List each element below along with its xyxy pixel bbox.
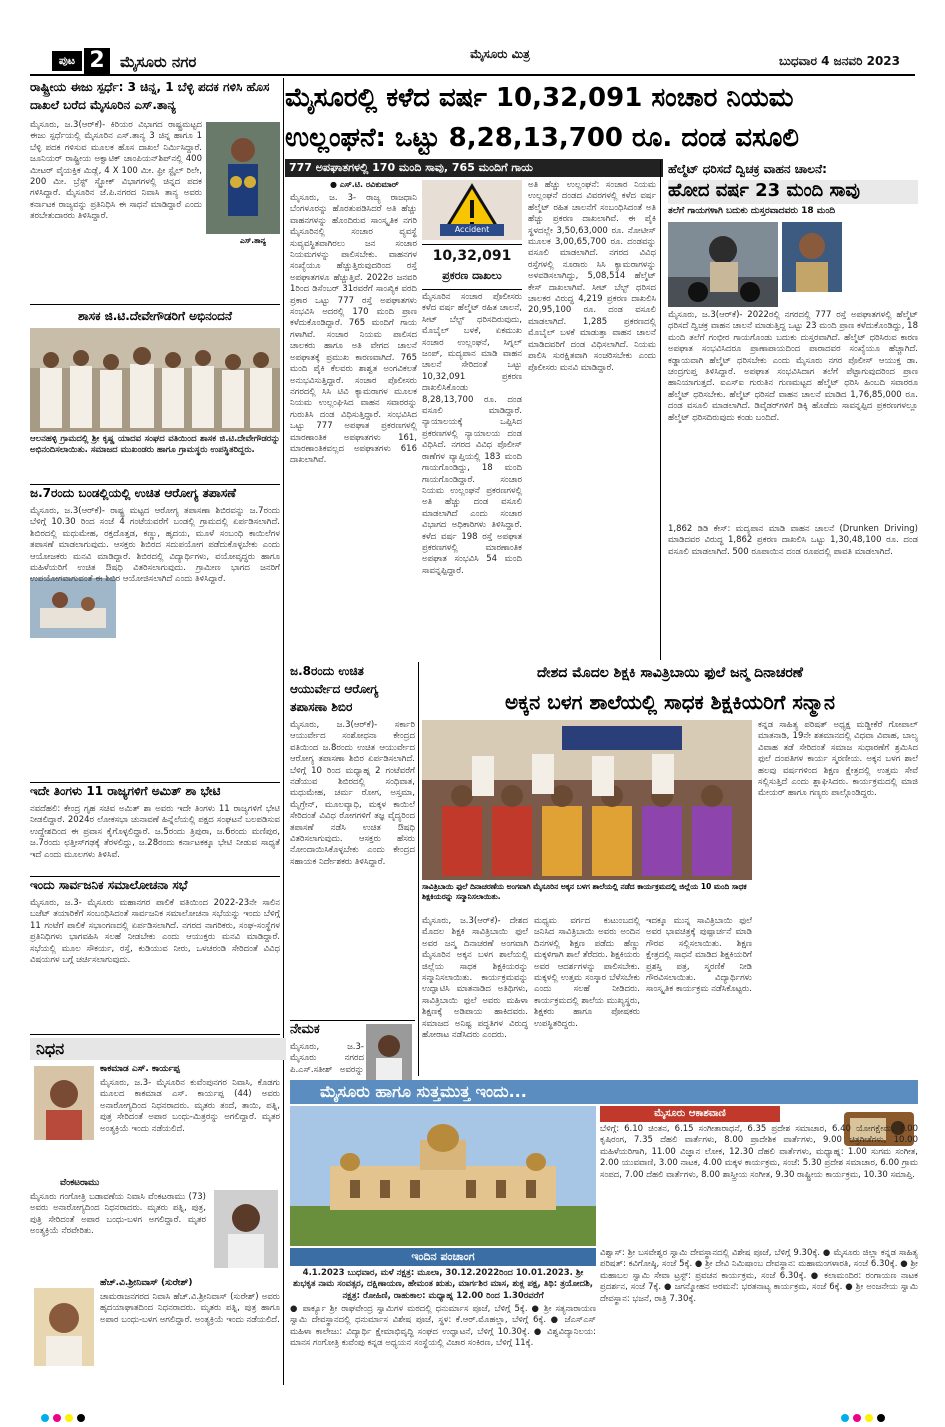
obituary-title: ನಿಧನ [30, 1038, 286, 1060]
lead-headline-line1: ಮೈಸೂರಲ್ಲಿ ಕಳೆದ ವರ್ಷ 10,32,091 ಸಂಚಾರ ನಿಯಮ [285, 83, 794, 113]
registration-marks-right [840, 1408, 900, 1418]
obituary-photo-1 [34, 1066, 94, 1140]
ayurveda-headline: ಜ.8ರಂದು ಉಚಿತ ಆಯುರ್ವೇದ ಆರೋಗ್ಯ ತಪಾಸಣಾ ಶಿಬಿರ [290, 664, 379, 714]
radio-title-bar [600, 1106, 780, 1122]
panchanga-text: 4.1.2023 ಬುಧವಾರ, ಮಳೆ ನಕ್ಷತ್ರ: ಮೂಲಾ, 30.12.2022ರಿಂದ 10.01.2023. ಶ್ರೀ ಶುಭಕೃತ ನಾಮ ಸಂವತ್ಸರ, ದಕ್ಷಿಣಾಯಣ, ಹೇಮಂತ ಋತು, ಮಾರ್ಗಶಿರ ಮಾಸ, ಶುಕ್ಲ ಪಕ್ಷ, ತಿಥಿ: ತ್ರಯೋದಶಿ, ನಕ್ಷತ್ರ: ರೋಹಿಣಿ, ರಾಹುಕಾಲ: ಮಧ್ಯಾಹ್ನ 12.00 ರಿಂದ 1.30ರವರೆಗೆ [292, 1268, 594, 1301]
events-list-right: ವಿಶ್ವಾಸ್: ಶ್ರೀ ಬಸವೇಶ್ವರ ಸ್ವಾಮಿ ದೇವಸ್ಥಾನದಲ್ಲಿ ವಿಶೇಷ ಪೂಜೆ, ಬೆಳಿಗ್ಗೆ 9.30ಕ್ಕೆ. ● ಮೈಸೂರು ಜಿಲ್ಲಾ ಕನ್ನಡ ಸಾಹಿತ್ಯ ಪರಿಷತ್: ಕವಿಗೋಷ್ಠಿ, ಸಂಜೆ 5ಕ್ಕೆ. ● ಶ್ರೀ ದೇವಿ ನಿಮಿಷಾಂಬ ದೇವಸ್ಥಾನ: ಮಹಾಮಂಗಳಾರತಿ, ಸಂಜೆ 6.30ಕ್ಕೆ. ● ಶ್ರೀ ಮಹಾಬಲ ಸ್ವಾಮಿ ಸೇವಾ ಟ್ರಸ್ಟ್: ಪ್ರವಚನ ಕಾರ್ಯಕ್ರಮ, ಸಂಜೆ 6.30ಕ್ಕೆ. ● ಕಲಾಮಂದಿರ: ರಂಗಾಯಣ ನಾಟಕ ಪ್ರದರ್ಶನ, ಸಂಜೆ 7ಕ್ಕೆ. ● ಜಗನ್ಮೋಹನ ಅರಮನೆ: ಭರತನಾಟ್ಯ ಕಾರ್ಯಕ್ರಮ, ಸಂಜೆ 6ಕ್ಕೆ. ● ಶ್ರೀ ಅಂಜನೇಯ ಸ್ವಾಮಿ ದೇವಸ್ಥಾನ: ಭಜನೆ, ರಾತ್ರಿ 7.30ಕ್ಕೆ. [600, 1248, 918, 1304]
story-rule [30, 782, 280, 783]
lead-byline: ● ಎಸ್.ಟಿ. ರವಿಕುಮಾರ್ [330, 180, 399, 189]
story-rule [30, 1034, 280, 1035]
helmet-headline2: ಹೋದ ವರ್ಷ 23 ಮಂದಿ ಸಾವು [668, 180, 918, 204]
obituary-name-2: ವೆಂಕಟರಾಮು [60, 1178, 100, 1188]
feature-body-col3: ಇದಕ್ಕೂ ಮುನ್ನ ಸಾವಿತ್ರಿಬಾಯಿ ಫುಲೆ ಅವರ ಭಾವಚಿತ್ರಕ್ಕೆ ಪುಷ್ಪಾರ್ಚನೆ ಮಾಡಿ ಗೌರವ ಸಲ್ಲಿಸಲಾಯಿತು. ಶಿಕ್ಷಣ ಕ್ಷೇತ್ರದಲ್ಲಿ ಸಾಧನೆ ಮಾಡಿದ ಶಿಕ್ಷಕಿಯರಿಗೆ ಪ್ರಶಸ್ತಿ ಪತ್ರ, ಸ್ಮರಣಿಕೆ ನೀಡಿ ಗೌರವಿಸಲಾಯಿತು. ವಿದ್ಯಾರ್ಥಿಗಳು ಸಾಂಸ್ಕೃತಿಕ ಕಾರ್ಯಕ್ರಮ ನಡೆಸಿಕೊಟ್ಟರು. [646, 916, 752, 995]
page-label: ಪುಟ [58, 54, 76, 67]
case-box [422, 244, 522, 290]
case-count: 10,32,091 [432, 248, 512, 264]
helmet-stat-box: 1,862 ಡಿಡಿ ಕೇಸ್: ಮದ್ಯಪಾನ ಮಾಡಿ ವಾಹನ ಚಾಲನೆ (Drunken Driving) ಮಾಡಿದವರ ವಿರುದ್ಧ 1,862 ಪ್ರಕರಣ ದಾಖಲಿಸಿ ಒಟ್ಟು 1,30,48,100 ರೂ. ದಂಡ ವಸೂಲಿ ಮಾಡಲಾಗಿದೆ. 500 ರೂಪಾಯಿನ ದಂಡ ರೂಪದಲ್ಲಿ ಪಾವತಿ ಮಾಡಲಾಗಿದೆ. [668, 524, 918, 557]
helmet-subhead: ತಲೆಗೆ ಗಾಯಗಳಾಗಿ ಬದುಕು ದುಸ್ತರವಾದವರು 18 ಮಂದಿ [668, 206, 836, 216]
felicitation-group-photo [422, 720, 752, 880]
column-rule [660, 160, 661, 660]
panchanga-title: ಇಂದಿನ ಪಂಚಾಂಗ [411, 1250, 475, 1263]
feature-body-col2: ಮಧ್ಯಮ ವರ್ಗದ ಕುಟುಂಬದಲ್ಲಿ ಜನಿಸಿದ ಸಾವಿತ್ರಿಬಾಯಿ ಅವರು ಅಂದಿನ ದಿನಗಳಲ್ಲಿ ಶಿಕ್ಷಣ ಪಡೆದು ಹೆಣ್ಣು ಮಕ್ಕಳಿಗಾಗಿ ಶಾಲೆ ತೆರೆದರು. ಶಿಕ್ಷಕಿಯರು ಅವರ ಆದರ್ಶಗಳನ್ನು ಪಾಲಿಸಬೇಕು. ಮಕ್ಕಳಲ್ಲಿ ಉತ್ತಮ ಸಂಸ್ಕಾರ ಬೆಳೆಸಬೇಕು ಎಂದು ಸಲಹೆ ನೀಡಿದರು. ಕಾರ್ಯಕ್ರಮದಲ್ಲಿ ಶಾಲೆಯ ಮುಖ್ಯಸ್ಥರು, ಶಿಕ್ಷಕರು ಹಾಗೂ ಪೋಷಕರು ಉಪಸ್ಥಿತರಿದ್ದರು. [534, 916, 640, 1029]
gtd-headline: ಶಾಸಕ ಜಿ.ಟಿ.ದೇವೇಗೌಡರಿಗೆ ಅಭಿನಂದನೆ [77, 309, 233, 323]
obituary-body-2: ಮೈಸೂರು ಗಂಗೋತ್ರಿ ಬಡಾವಣೆಯ ನಿವಾಸಿ ವೆಂಕಟರಾಮು (73) ಅವರು ಅನಾರೋಗ್ಯದಿಂದ ನಿಧನರಾದರು. ಮೃತರು ಪತ್ನಿ, ಪುತ್ರ, ಪುತ್ರಿ ಸೇರಿದಂತೆ ಅಪಾರ ಬಂಧು-ಬಳಗ ಅಗಲಿದ್ದಾರೆ. ಮೃತರ ಅಂತ್ಯಕ್ರಿಯೆ ನೆರವೇರಿತು. [30, 1192, 206, 1237]
gtd-caption: ಆಲನಹಳ್ಳಿ ಗ್ರಾಮದಲ್ಲಿ ಶ್ರೀ ಕೃಷ್ಣ ಯಾದವ ಸಂಘದ ವತಿಯಿಂದ ಶಾಸಕ ಜಿ.ಟಿ.ದೇವೇಗೌಡರನ್ನು ಅಭಿನಂದಿಸಲಾಯಿತು. ಸಮಾಜದ ಮುಖಂಡರು ಹಾಗೂ ಗ್ರಾಮಸ್ಥರು ಉಪಸ್ಥಿತರಿದ್ದರು. [30, 434, 280, 456]
feature-body-col4: ಕನ್ನಡ ಸಾಹಿತ್ಯ ಪರಿಷತ್ ಅಧ್ಯಕ್ಷ ಮಡ್ಡೀಕೆರೆ ಗೋಪಾಲ್ ಮಾತನಾಡಿ, 19ನೇ ಶತಮಾನದಲ್ಲಿ ವಿಧವಾ ವಿವಾಹ, ಬಾಲ್ಯ ವಿವಾಹ ತಡೆ ಸೇರಿದಂತೆ ಸಮಾಜ ಸುಧಾರಣೆಗೆ ಶ್ರಮಿಸಿದ ಫುಲೆ ದಂಪತಿಗಳ ಕಾರ್ಯ ಸ್ಮರಣೀಯ. ಅಕ್ಕನ ಬಳಗ ಶಾಲೆ ಹಲವು ವರ್ಷಗಳಿಂದ ಶಿಕ್ಷಣ ಕ್ಷೇತ್ರದಲ್ಲಿ ಉತ್ತಮ ಸೇವೆ ಸಲ್ಲಿಸುತ್ತಿದೆ ಎಂದು ಶ್ಲಾಘಿಸಿದರು. ಕಾರ್ಯಕ್ರಮದಲ್ಲಿ ಮಾಜಿ ಮೇಯರ್ ಹಾಗೂ ಗಣ್ಯರು ಪಾಲ್ಗೊಂಡಿದ್ದರು. [758, 720, 918, 799]
story-rule [290, 1020, 415, 1021]
feature-kicker: ದೇಶದ ಮೊದಲ ಶಿಕ್ಷಕಿ ಸಾವಿತ್ರಿಬಾಯಿ ಫುಲೆ ಜನ್ಮ ದಿನಾಚರಣೆ [536, 665, 803, 681]
helmet-photo [668, 222, 778, 307]
amit-shah-body: ನವದೆಹಲಿ: ಕೇಂದ್ರ ಗೃಹ ಸಚಿವ ಅಮಿತ್ ಶಾ ಅವರು ಇದೇ ತಿಂಗಳು 11 ರಾಜ್ಯಗಳಿಗೆ ಭೇಟಿ ನೀಡಲಿದ್ದಾರೆ. 2024ರ ಲೋಕಸಭಾ ಚುನಾವಣೆ ಹಿನ್ನೆಲೆಯಲ್ಲಿ ಪಕ್ಷದ ಸಂಘಟನೆ ಬಲಪಡಿಸುವ ಉದ್ದೇಶದಿಂದ ಈ ಪ್ರವಾಸ ಕೈಗೊಳ್ಳಲಿದ್ದಾರೆ. ಜ.5ರಂದು ತ್ರಿಪುರಾ, ಜ.6ರಂದು ಮಣಿಪುರ, ಜ.7ರಂದು ಛತ್ತೀಸ್‌ಗಢಕ್ಕೆ ತೆರಳಲಿದ್ದು, ಜ.28ರಂದು ಕರ್ನಾಟಕಕ್ಕೂ ಭೇಟಿ ನೀಡುವ ಸಾಧ್ಯತೆ ಇದೆ ಎಂದು ಮೂಲಗಳು ತಿಳಿಸಿವೆ. [30, 804, 280, 860]
column-rule [418, 662, 419, 1076]
swimmer-photo [206, 122, 280, 234]
health-camp-headline: ಜ.7ರಂದು ಬಂಡಲ್ಲಿಯಲ್ಲಿ ಉಚಿತ ಆರೋಗ್ಯ ತಪಾಸಣೆ [30, 486, 236, 500]
health-camp-body: ಮೈಸೂರು, ಜ.3(ಆರ್‌ಕೆ)- ರಾಷ್ಟ್ರ ಮಟ್ಟದ ಆರೋಗ್ಯ ತಪಾಸಣಾ ಶಿಬಿರವನ್ನು ಜ.7ರಂದು ಬೆಳಿಗ್ಗೆ 10.30 ರಿಂದ ಸಂಜೆ 4 ಗಂಟೆಯವರೆಗೆ ಬಂಡಲ್ಲಿ ಗ್ರಾಮದಲ್ಲಿ ಏರ್ಪಡಿಸಲಾಗಿದೆ. ಶಿಬಿರದಲ್ಲಿ ಮಧುಮೇಹ, ರಕ್ತದೊತ್ತಡ, ಕಣ್ಣು, ಹೃದಯ, ಮೂಳೆ ಸಂಬಂಧಿ ಕಾಯಿಲೆಗಳ ತಪಾಸಣೆ ಮಾಡಲಾಗುವುದು. ಆಸಕ್ತರು ಶಿಬಿರದ ಸದುಪಯೋಗ ಪಡೆದುಕೊಳ್ಳಬೇಕು ಎಂದು ಆಯೋಜಕರು ಮನವಿ ಮಾಡಿದ್ದಾರೆ. ಶಿಬಿರದಲ್ಲಿ ವಿದ್ಯಾರ್ಥಿಗಳು, ವಯೋವೃದ್ಧರು ಹಾಗೂ ಮಹಿಳೆಯರಿಗೆ ಉಚಿತ ಔಷಧಿ ವಿತರಿಸಲಾಗುವುದು. ಗ್ರಾಮೀಣ ಭಾಗದ ಜನರಿಗೆ ಉಪಯೋಗವಾಗುವಂತೆ ಈ ಶಿಬಿರ ಆಯೋಜಿಸಲಾಗಿದೆ ಎಂದು ತಿಳಿಸಿದ್ದಾರೆ. [30, 506, 280, 585]
events-list-left: ● ಪಾರ್ಕ್ಯೂ ಶ್ರೀ ರಾಘವೇಂದ್ರ ಸ್ವಾಮಿಗಳ ಮಠದಲ್ಲಿ ಧನುರ್ಮಾಸ ಪೂಜೆ, ಬೆಳಿಗ್ಗೆ 5ಕ್ಕೆ. ● ಶ್ರೀ ಸತ್ಯನಾರಾಯಣ ಸ್ವಾಮಿ ದೇವಸ್ಥಾನದಲ್ಲಿ ಧನುರ್ಮಾಸ ವಿಶೇಷ ಪೂಜೆ, ಸ್ಥಳ: ಕೆ.ಆರ್.ಮೊಹಲ್ಲಾ, ಬೆಳಿಗ್ಗೆ 6ಕ್ಕೆ. ● ಜೆಎಸ್‌ಎಸ್ ಮಹಿಳಾ ಕಾಲೇಜು: ವಿದ್ಯಾರ್ಥಿ ಕ್ಷೇಮಾಭಿವೃದ್ಧಿ ಸಂಘದ ಉದ್ಘಾಟನೆ, ಬೆಳಿಗ್ಗೆ 10.30ಕ್ಕೆ. ● ವಿಶ್ವವಿದ್ಯಾನಿಲಯ: ಮಾನಸ ಗಂಗೋತ್ರಿ ಕುವೆಂಪು ಕನ್ನಡ ಅಧ್ಯಯನ ಸಂಸ್ಥೆಯಲ್ಲಿ ವಿಚಾರ ಸಂಕಿರಣ, ಬೆಳಿಗ್ಗೆ 11ಕ್ಕೆ. [290, 1304, 596, 1349]
page-number: 2 [84, 48, 110, 74]
lead-body-col2: ಮೈಸೂರಿನ ಸಂಚಾರ ಪೊಲೀಸರು ಕಳೆದ ವರ್ಷ ಹೆಲ್ಮೆಟ್ ರಹಿತ ಚಾಲನೆ, ಸೀಟ್ ಬೆಲ್ಟ್ ಧರಿಸದಿರುವುದು, ಮೊಬೈಲ್ ಬಳಕೆ, ಏಕಮುಖ ಸಂಚಾರ ಉಲ್ಲಂಘನೆ, ಸಿಗ್ನಲ್ ಜಂಪ್, ಮದ್ಯಪಾನ ಮಾಡಿ ವಾಹನ ಚಾಲನೆ ಸೇರಿದಂತೆ ಒಟ್ಟು 10,32,091 ಪ್ರಕರಣ ದಾಖಲಿಸಿಕೊಂಡು 8,28,13,700 ರೂ. ದಂಡ ವಸೂಲಿ ಮಾಡಿದ್ದಾರೆ. ನ್ಯಾಯಾಲಯಕ್ಕೆ ಒಪ್ಪಿಸಿದ ಪ್ರಕರಣಗಳಲ್ಲಿ ನ್ಯಾಯಾಲಯ ದಂಡ ವಿಧಿಸಿದೆ. ನಗರದ ವಿವಿಧ ಪೊಲೀಸ್ ಠಾಣೆಗಳ ವ್ಯಾಪ್ತಿಯಲ್ಲಿ 183 ಮಂದಿ ಗಾಯಗೊಂಡಿದ್ದು, 18 ಮಂದಿ ಗಾಯಗೊಂಡಿದ್ದಾರೆ. ಸಂಚಾರ ನಿಯಮ ಉಲ್ಲಂಘನೆ ಪ್ರಕರಣಗಳಲ್ಲಿ ಅತಿ ಹೆಚ್ಚು ದಂಡ ವಸೂಲಿ ಮಾಡಲಾಗಿದೆ ಎಂದು ಸಂಚಾರ ವಿಭಾಗದ ಅಧಿಕಾರಿಗಳು ತಿಳಿಸಿದ್ದಾರೆ. ಕಳೆದ ವರ್ಷ 198 ರಸ್ತೆ ಅಪಘಾತ ಪ್ರಕರಣಗಳಲ್ಲಿ ಮಾರಣಾಂತಿಕ ಅಪಘಾತ ಸಂಭವಿಸಿ 54 ಮಂದಿ ಸಾವನ್ನಪ್ಪಿದ್ದಾರೆ. [422, 292, 522, 576]
column-rule [283, 78, 284, 660]
swimming-headline: ರಾಷ್ಟ್ರೀಯ ಈಜು ಸ್ಪರ್ಧೆ: 3 ಚಿನ್ನ, 1 ಬೆಳ್ಳಿ ಪದಕ ಗಳಿಸಿ ಹೊಸ ದಾಖಲೆ ಬರೆದ ಮೈಸೂರಿನ ಎಸ್.ತಾನ್ಯ [30, 80, 270, 112]
masthead-rule [30, 74, 915, 76]
lead-body-col3: ಅತಿ ಹೆಚ್ಚು ಉಲ್ಲಂಘನೆ: ಸಂಚಾರ ನಿಯಮ ಉಲ್ಲಂಘನೆ ದಂಡದ ವಿವರಗಳಲ್ಲಿ ಕಳೆದ ವರ್ಷ ಹೆಲ್ಮೆಟ್ ರಹಿತ ಚಾಲನೆಗೆ ಸಂಬಂಧಿಸಿದಂತೆ ಅತಿ ಹೆಚ್ಚು ಪ್ರಕರಣ ದಾಖಲಾಗಿವೆ. ಈ ಪೈಕಿ ಸ್ಥಳದಲ್ಲೇ 3,50,63,000 ರೂ. ನೋಟೀಸ್ ಮೂಲಕ 3,00,65,700 ರೂ. ದಂಡವನ್ನು ವಸೂಲಿ ಮಾಡಲಾಗಿದೆ. ನಗರದ ವಿವಿಧ ರಸ್ತೆಗಳಲ್ಲಿ ನೂರಾರು ಸಿಸಿ ಕ್ಯಾಮರಾಗಳನ್ನು ಅಳವಡಿಸಲಾಗಿದ್ದು, 5,08,514 ಹೆಲ್ಮೆಟ್ ಕೇಸ್ ದಾಖಲಾಗಿವೆ. ಸೀಟ್ ಬೆಲ್ಟ್ ಧರಿಸದ ಚಾಲಕರ ವಿರುದ್ಧ 4,219 ಪ್ರಕರಣ ದಾಖಲಿಸಿ 20,95,100 ರೂ. ದಂಡ ವಸೂಲಿ ಮಾಡಲಾಗಿದೆ. 1,285 ಪ್ರಕರಣದಲ್ಲಿ ಮೊಬೈಲ್ ಬಳಕೆ ಮಾಡುತ್ತಾ ವಾಹನ ಚಾಲನೆ ಮಾಡಿದವರಿಗೆ ದಂಡ ವಿಧಿಸಲಾಗಿದೆ. ನಿಯಮ ಪಾಲಿಸಿ ಸುರಕ್ಷಿತವಾಗಿ ಸಂಚರಿಸಬೇಕು ಎಂದು ಪೊಲೀಸರು ಮನವಿ ಮಾಡಿದ್ದಾರೆ. [528, 180, 656, 373]
column-rule [283, 660, 284, 1385]
appointee-photo [366, 1024, 412, 1080]
masthead [0, 47, 945, 75]
amit-shah-headline: ಇದೇ ತಿಂಗಳು 11 ರಾಜ್ಯಗಳಿಗೆ ಅಮಿತ್ ಶಾ ಭೇಟಿ [30, 784, 221, 798]
ayurveda-body: ಮೈಸೂರು, ಜ.3(ಆರ್‌ಕೆ)- ಸರ್ಕಾರಿ ಆಯುರ್ವೇದ ಸಂಶೋಧನಾ ಕೇಂದ್ರದ ವತಿಯಿಂದ ಜ.8ರಂದು ಉಚಿತ ಆಯುರ್ವೇದ ಆರೋಗ್ಯ ತಪಾಸಣಾ ಶಿಬಿರ ಏರ್ಪಡಿಸಲಾಗಿದೆ. ಬೆಳಿಗ್ಗೆ 10 ರಿಂದ ಮಧ್ಯಾಹ್ನ 2 ಗಂಟೆವರೆಗೆ ನಡೆಯುವ ಶಿಬಿರದಲ್ಲಿ ಸಂಧಿವಾತ, ಮಧುಮೇಹ, ಚರ್ಮ ರೋಗ, ಅಸ್ತಮಾ, ಮೈಗ್ರೇನ್, ಮೂಲವ್ಯಾಧಿ, ಮಕ್ಕಳ ಕಾಯಿಲೆ ಸೇರಿದಂತೆ ವಿವಿಧ ರೋಗಗಳಿಗೆ ತಜ್ಞ ವೈದ್ಯರಿಂದ ತಪಾಸಣೆ ನಡೆಸಿ ಉಚಿತ ಔಷಧಿ ವಿತರಿಸಲಾಗುವುದು. ಆಸಕ್ತರು ಹೆಸರು ನೋಂದಾಯಿಸಿಕೊಳ್ಳಬೇಕು ಎಂದು ಕೇಂದ್ರದ ಸಹಾಯಕ ನಿರ್ದೇಶಕರು ತಿಳಿಸಿದ್ದಾರೆ. [290, 720, 415, 867]
feature-body-col1: ಮೈಸೂರು, ಜ.3(ಆರ್‌ಕೆ)- ದೇಶದ ಮೊದಲ ಶಿಕ್ಷಕಿ ಸಾವಿತ್ರಿಬಾಯಿ ಫುಲೆ ಅವರ ಜನ್ಮ ದಿನಾಚರಣೆ ಅಂಗವಾಗಿ ಮೈಸೂರಿನ ಅಕ್ಕನ ಬಳಗ ಶಾಲೆಯಲ್ಲಿ ಜಿಲ್ಲೆಯ ಸಾಧಕ ಶಿಕ್ಷಕಿಯರನ್ನು ಸನ್ಮಾನಿಸಲಾಯಿತು. ಕಾರ್ಯಕ್ರಮವನ್ನು ಉದ್ಘಾಟಿಸಿ ಮಾತನಾಡಿದ ಅತಿಥಿಗಳು, ಸಾವಿತ್ರಿಬಾಯಿ ಫುಲೆ ಅವರು ಮಹಿಳಾ ಶಿಕ್ಷಣಕ್ಕೆ ಅಡಿಪಾಯ ಹಾಕಿದವರು. ಸಮಾಜದ ಅನಿಷ್ಟ ಪದ್ಧತಿಗಳ ವಿರುದ್ಧ ಹೋರಾಟ ನಡೆಸಿದರು ಎಂದರು. [422, 916, 528, 1041]
section-name: ಮೈಸೂರು ನಗರ [120, 53, 197, 71]
obituary-body-3: ಚಾಮರಾಜನಗರದ ನಿವಾಸಿ ಹೆಚ್.ವಿ.ಶ್ರೀನಿವಾಸ್ (ಸುರೇಶ್) ಅವರು ಹೃದಯಾಘಾತದಿಂದ ನಿಧನರಾದರು. ಮೃತರು ಪತ್ನಿ, ಪುತ್ರ ಹಾಗೂ ಅಪಾರ ಬಂಧು-ಬಳಗ ಅಗಲಿದ್ದಾರೆ. ಅಂತ್ಯಕ್ರಿಯೆ ಇಂದು ನಡೆಯಲಿದೆ. [100, 1292, 280, 1325]
helmet-body: ಮೈಸೂರು, ಜ.3(ಆರ್‌ಕೆ)- 2022ರಲ್ಲಿ ನಗರದಲ್ಲಿ 777 ರಸ್ತೆ ಅಪಘಾತಗಳಲ್ಲಿ ಹೆಲ್ಮೆಟ್ ಧರಿಸದೆ ದ್ವಿಚಕ್ರ ವಾಹನ ಚಾಲನೆ ಮಾಡುತ್ತಿದ್ದ ಒಟ್ಟು 23 ಮಂದಿ ಪ್ರಾಣ ಕಳೆದುಕೊಂಡಿದ್ದು, 18 ಮಂದಿ ತಲೆಗೆ ಗಂಭೀರ ಗಾಯಗೊಂಡು ಬದುಕು ದುಸ್ತರವಾಗಿದೆ. ಹೆಲ್ಮೆಟ್ ಧರಿಸಿರುವ ಕಾರಣ ಅಪಘಾತ ಸಂಭವಿಸಿದರೂ ಪ್ರಾಣಾಪಾಯದಿಂದ ಪಾರಾದವರ ಸಂಖ್ಯೆಯೂ ಹೆಚ್ಚಾಗಿದೆ. ಕಡ್ಡಾಯವಾಗಿ ಹೆಲ್ಮೆಟ್ ಧರಿಸಬೇಕು ಎಂದು ಮೈಸೂರು ನಗರ ಪೊಲೀಸ್ ಆಯುಕ್ತ ಡಾ. ಚಂದ್ರಗುಪ್ತ ತಿಳಿಸಿದ್ದಾರೆ. ಅಪಘಾತ ಸಂಭವಿಸಿದಾಗ ತಲೆಗೆ ಪೆಟ್ಟಾಗುವುದರಿಂದ ಪ್ರಾಣ ಹಾನಿಯಾಗುತ್ತದೆ. ಐಎಸ್‌ಐ ಗುರುತಿನ ಗುಣಮಟ್ಟದ ಹೆಲ್ಮೆಟ್ ಧರಿಸಿ ಹಿಂಬದಿ ಸವಾರರೂ ಹೆಲ್ಮೆಟ್ ಧರಿಸಬೇಕು. ಹೆಲ್ಮೆಟ್ ಧರಿಸದೆ ವಾಹನ ಚಾಲನೆ ಮಾಡಿದ 1,76,85,000 ರೂ. ದಂಡ ವಸೂಲಿ ಮಾಡಲಾಗಿದೆ. ಡಿವೈಡರ್‌ಗಳಿಗೆ ಡಿಕ್ಕಿ ಹೊಡೆದು ಸಾವನ್ನಪ್ಪಿದ ಪ್ರಕರಣಗಳಲ್ಲೂ ಹೆಲ್ಮೆಟ್ ಧರಿಸದಿರುವುದು ಕಂಡು ಬಂದಿದೆ. [668, 310, 918, 423]
registration-marks-left [40, 1408, 280, 1418]
swimming-body: ಮೈಸೂರು, ಜ.3(ಆರ್‌ಕೆ)- ಕಿರಿಯರ ವಿಭಾಗದ ರಾಷ್ಟ್ರಮಟ್ಟದ ಈಜು ಸ್ಪರ್ಧೆಯಲ್ಲಿ ಮೈಸೂರಿನ ಎಸ್.ತಾನ್ಯ 3 ಚಿನ್ನ ಹಾಗೂ 1 ಬೆಳ್ಳಿ ಪದಕ ಗಳಿಸುವ ಮೂಲಕ ಹೊಸ ದಾಖಲೆ ನಿರ್ಮಿಸಿದ್ದಾರೆ. ಜೂನಿಯರ್ ರಾಷ್ಟ್ರೀಯ ಅಕ್ವಾಟಿಕ್ ಚಾಂಪಿಯನ್‌ಶಿಪ್‌ನಲ್ಲಿ 400 ಮೀಟರ್ ವೈಯಕ್ತಿಕ ಮಿಡ್ಲೆ, 4 X 100 ಮೀ. ಫ್ರೀ ಸ್ಟೈಲ್ ರಿಲೇ, 200 ಮೀ. ಬ್ರೆಸ್ಟ್ ಸ್ಟ್ರೋಕ್ ವಿಭಾಗಗಳಲ್ಲಿ ಚಿನ್ನದ ಪದಕ ಗಳಿಸಿದ್ದಾರೆ. ಮೈಸೂರಿನ ಜೆ.ಪಿ.ನಗರದ ನಿವಾಸಿ ತಾನ್ಯ ಅವರು ಕರ್ನಾಟಕ ರಾಜ್ಯವನ್ನು ಪ್ರತಿನಿಧಿಸಿ ಈ ಸಾಧನೆ ಮಾಡಿದ್ದಾರೆ ಎಂದು ತರಬೇತುದಾರರು ತಿಳಿಸಿದ್ದಾರೆ. [30, 120, 202, 222]
panchanga-title-bar [290, 1248, 596, 1266]
obituary-photo-2 [214, 1190, 278, 1268]
events-banner [290, 1080, 918, 1104]
events-banner-title: ಮೈಸೂರು ಹಾಗೂ ಸುತ್ತಮುತ್ತ ಇಂದು... [320, 1082, 527, 1101]
issue-date: ಬುಧವಾರ 4 ಜನವರಿ 2023 [778, 54, 900, 68]
helmet-headline1: ಹೆಲ್ಮೆಟ್ ಧರಿಸದೆ ದ್ವಿಚಕ್ರ ವಾಹನ ಚಾಲನೆ: [668, 162, 827, 176]
felicitation-photo [30, 328, 280, 432]
feature-headline: ಅಕ್ಕನ ಬಳಗ ಶಾಲೆಯಲ್ಲಿ ಸಾಧಕ ಶಿಕ್ಷಕಿಯರಿಗೆ ಸನ್ಮಾನ [505, 690, 835, 714]
case-label: ಪ್ರಕರಣ ದಾಖಲು [442, 269, 502, 282]
public-meeting-body: ಮೈಸೂರು, ಜ.3- ಮೈಸೂರು ಮಹಾನಗರ ಪಾಲಿಕೆ ವತಿಯಿಂದ 2022-23ನೇ ಸಾಲಿನ ಬಜೆಟ್ ತಯಾರಿಕೆಗೆ ಸಂಬಂಧಿಸಿದಂತೆ ಸಾರ್ವಜನಿಕ ಸಮಾಲೋಚನಾ ಸಭೆಯನ್ನು ಇಂದು ಬೆಳಿಗ್ಗೆ 11 ಗಂಟೆಗೆ ಪಾಲಿಕೆ ಸಭಾಂಗಣದಲ್ಲಿ ಏರ್ಪಡಿಸಲಾಗಿದೆ. ನಗರದ ನಾಗರಿಕರು, ಸಂಘ-ಸಂಸ್ಥೆಗಳ ಪ್ರತಿನಿಧಿಗಳು ಭಾಗವಹಿಸಿ ಸಲಹೆ ನೀಡಬೇಕು ಎಂದು ಆಯುಕ್ತರು ಮನವಿ ಮಾಡಿದ್ದಾರೆ. ಸಭೆಯಲ್ಲಿ ಮೂಲ ಸೌಕರ್ಯ, ರಸ್ತೆ, ಕುಡಿಯುವ ನೀರು, ಒಳಚರಂಡಿ ಸೇರಿದಂತೆ ವಿವಿಧ ವಿಷಯಗಳ ಬಗ್ಗೆ ಚರ್ಚಿಸಲಾಗುವುದು. [30, 898, 280, 966]
paper-name: ಮೈಸೂರು ಮಿತ್ರ [470, 47, 530, 61]
obituary-name-3: ಹೆಚ್.ವಿ.ಶ್ರೀನಿವಾಸ್ (ಸುರೇಶ್) [100, 1278, 193, 1288]
obituary-photo-3 [34, 1288, 94, 1366]
radio-schedule: ಬೆಳಿಗ್ಗೆ: 6.10 ಚಿಂತನ, 6.15 ಸಂಗೀತಾರಾಧನೆ, 6.35 ಪ್ರದೇಶ ಸಮಾಚಾರ, 6.40 ಯೋಗಕ್ಷೇಮ, 7.00 ಕೃಷಿರಂಗ, 7.35 ದೆಹಲಿ ವಾರ್ತೆಗಳು, 8.00 ಪ್ರಾದೇಶಿಕ ವಾರ್ತೆಗಳು, 9.00 ಚಿತ್ರಗೀತೆಗಳು, 10.00 ಮಹಿಳೆಯರಿಗಾಗಿ, 11.00 ವಿಜ್ಞಾನ ಲೋಕ, 12.30 ದೆಹಲಿ ವಾರ್ತೆಗಳು, ಮಧ್ಯಾಹ್ನ: 1.00 ಸುಗಮ ಸಂಗೀತ, 2.00 ಯುವವಾಣಿ, 3.00 ನಾಟಕ, 4.00 ಮಕ್ಕಳ ಕಾರ್ಯಕ್ರಮ, ಸಂಜೆ: 5.30 ಪ್ರದೇಶ ಸಮಾಚಾರ, 6.00 ಗ್ರಾಮ ಸಂಪದ, 7.00 ದೆಹಲಿ ವಾರ್ತೆಗಳು, 8.00 ಶಾಸ್ತ್ರೀಯ ಸಂಗೀತ, 9.30 ರಾಷ್ಟ್ರೀಯ ಕಾರ್ಯಕ್ರಮ, 10.30 ಸಮಾಪ್ತಿ. [600, 1124, 918, 1180]
mysore-palace-photo [290, 1106, 596, 1246]
lead-subhead: 777 ಅಪಘಾತಗಳಲ್ಲಿ 170 ಮಂದಿ ಸಾವು, 765 ಮಂದಿಗೆ ಗಾಯ [285, 159, 663, 177]
story-rule [30, 304, 280, 305]
story-rule [30, 876, 280, 877]
accident-graphic [422, 180, 522, 240]
public-meeting-headline: ಇಂದು ಸಾರ್ವಜನಿಕ ಸಮಾಲೋಚನಾ ಸಭೆ [30, 878, 188, 892]
feature-photo-caption: ಸಾವಿತ್ರಿಬಾಯಿ ಫುಲೆ ದಿನಾಚರಣೆಯ ಅಂಗವಾಗಿ ಮೈಸೂರಿನ ಅಕ್ಕನ ಬಳಗ ಶಾಲೆಯಲ್ಲಿ ನಡೆದ ಕಾರ್ಯಕ್ರಮದಲ್ಲಿ ಜಿಲ್ಲೆಯ 10 ಮಂದಿ ಸಾಧಕ ಶಿಕ್ಷಕಿಯರನ್ನು ಸನ್ಮಾನಿಸಲಾಯಿತು. [422, 882, 747, 901]
accident-label: Accident [440, 224, 504, 236]
obituary-body-1: ಮೈಸೂರು, ಜ.3- ಮೈಸೂರಿನ ಕುವೆಂಪುನಗರ ನಿವಾಸಿ, ಕೊಡಗು ಮೂಲದ ಕಾಕಮಾಡ ಎಸ್. ಕಾರ್ಯಪ್ಪ (44) ಅವರು ಅನಾರೋಗ್ಯದಿಂದ ನಿಧನರಾದರು. ಮೃತರು ತಂದೆ, ತಾಯಿ, ಪತ್ನಿ, ಪುತ್ರ ಸೇರಿದಂತೆ ಅಪಾರ ಬಂಧು-ಮಿತ್ರರನ್ನು ಅಗಲಿದ್ದಾರೆ. ಮೃತರ ಅಂತ್ಯಕ್ರಿಯೆ ಇಂದು ನಡೆಯಲಿದೆ. [100, 1078, 280, 1134]
appointment-headline: ನೇಮಕ [290, 1022, 320, 1037]
page-label-box [52, 51, 82, 71]
lead-body-col1: ಮೈಸೂರು, ಜ. 3- ರಾಜ್ಯ ರಾಜಧಾನಿ ಬೆಂಗಳೂರನ್ನು ಹೊರತುಪಡಿಸಿದರೆ ಅತಿ ಹೆಚ್ಚು ವಾಹನಗಳನ್ನು ಹೊಂದಿರುವ ಸಾಂಸ್ಕೃತಿಕ ನಗರಿ ಮೈಸೂರಿನಲ್ಲಿ ಸಂಚಾರ ವ್ಯವಸ್ಥೆ ಸುವ್ಯವಸ್ಥಿತವಾಗಿರಲು ಜನ ಸಂಚಾರ ನಿಯಮಗಳನ್ನು ಪಾಲಿಸಬೇಕು. ವಾಹನಗಳ ಸಂಖ್ಯೆಯೂ ಹೆಚ್ಚುತ್ತಿರುವುದರಿಂದ ರಸ್ತೆ ಅಪಘಾತಗಳೂ ಹೆಚ್ಚುತ್ತಿವೆ. 2022ರ ಜನವರಿ 1ರಿಂದ ಡಿಸೆಂಬರ್ 31ರವರೆಗೆ ಸಾಂಖ್ಯಿಕ ವರದಿ ಪ್ರಕಾರ ಒಟ್ಟು 777 ರಸ್ತೆ ಅಪಘಾತಗಳು ಸಂಭವಿಸಿ ಅದರಲ್ಲಿ 170 ಮಂದಿ ಪ್ರಾಣ ಕಳೆದುಕೊಂಡಿದ್ದಾರೆ. 765 ಮಂದಿಗೆ ಗಾಯ ಗಳಾಗಿವೆ. ಸಂಚಾರ ನಿಯಮ ಪಾಲಿಸದ ಚಾಲಕರು ಹಾಗೂ ಅತಿ ವೇಗದ ಚಾಲನೆ ಅಪಘಾತಕ್ಕೆ ಪ್ರಮುಖ ಕಾರಣವಾಗಿದೆ. 765 ಮಂದಿ ಪೈಕಿ ಕೆಲವರು ಶಾಶ್ವತ ಅಂಗವಿಕಲತೆ ಅನುಭವಿಸುತ್ತಿದ್ದಾರೆ. ಸಂಚಾರ ಪೊಲೀಸರು ನಗರದಲ್ಲಿ ಸಿಸಿ ಟಿವಿ ಕ್ಯಾಮರಾಗಳ ಮೂಲಕ ನಿಯಮ ಉಲ್ಲಂಘಿಸಿದ ವಾಹನ ಸವಾರರನ್ನು ಗುರುತಿಸಿ ದಂಡ ವಿಧಿಸುತ್ತಿದ್ದಾರೆ. ಸಂಭವಿಸಿದ ಒಟ್ಟು 777 ಅಪಘಾತ ಪ್ರಕರಣಗಳಲ್ಲಿ ಮಾರಣಾಂತಿಕ ಅಪಘಾತಗಳು 161, ಮಾರಣಾಂತಿಕವಲ್ಲದ ಅಪಘಾತಗಳು 616 ದಾಖಲಾಗಿವೆ. [290, 193, 417, 466]
story-rule [30, 484, 280, 485]
obituary-name-1: ಕಾಕಮಾಡ ಎಸ್. ಕಾರ್ಯಪ್ಪ [100, 1064, 180, 1074]
swimmer-caption: ಎಸ್.ತಾನ್ಯ [240, 236, 266, 245]
appointment-body: ಮೈಸೂರು, ಜ.3- ಮೈಸೂರು ನಗರದ ಪಿ.ಎಸ್.ಸತೀಶ್ ಅವರನ್ನು [290, 1042, 364, 1075]
lead-headline-line2: ಉಲ್ಲಂಘನೆ: ಒಟ್ಟು 8,28,13,700 ರೂ. ದಂಡ ವಸೂಲಿ [285, 123, 799, 153]
commissioner-photo [782, 222, 842, 292]
radio-title: ಮೈಸೂರು ಆಕಾಶವಾಣಿ [654, 1108, 726, 1119]
